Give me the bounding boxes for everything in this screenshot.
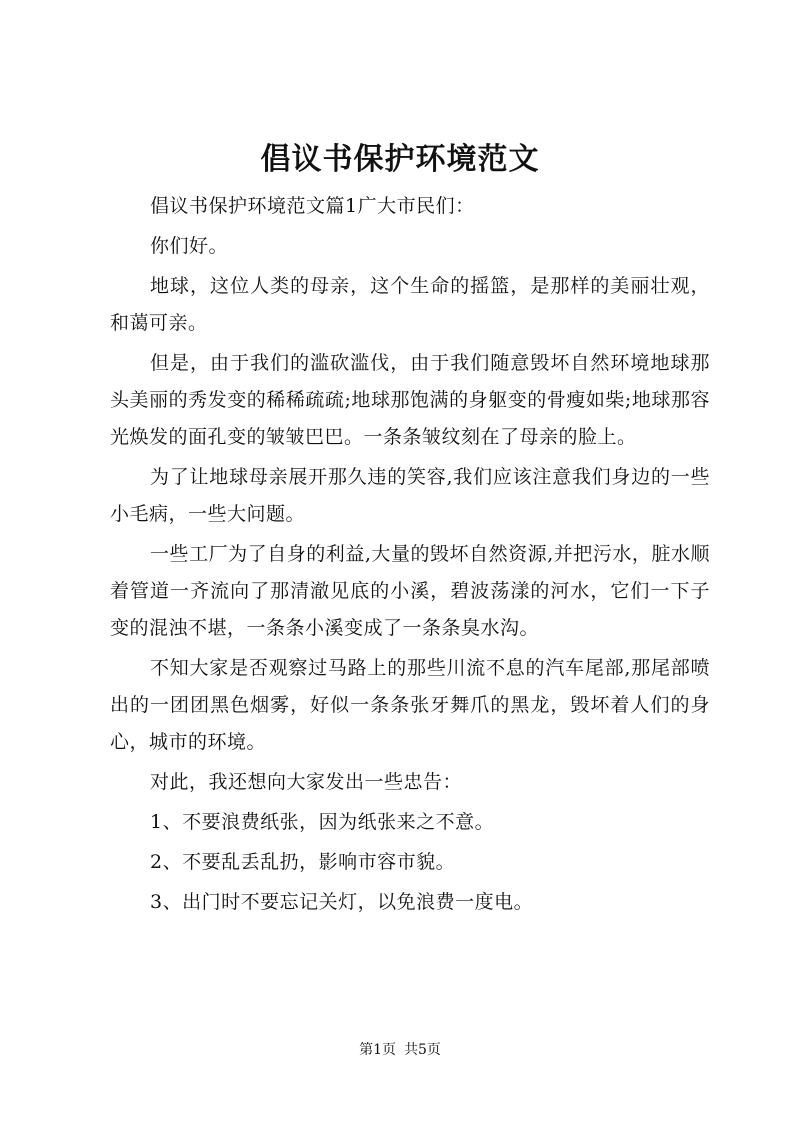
paragraph: 地球，这位人类的母亲，这个生命的摇篮，是那样的美丽壮观，和蔼可亲。 [110,275,710,334]
paragraph: 但是，由于我们的滥砍滥伐，由于我们随意毁坏自然环境地球那头美丽的秀发变的稀稀疏疏;地球那饱满的身躯变的骨瘦如柴;地球那容光焕发的面孔变的皱皱巴巴。一条条皱纹刻在了母亲的脸上。 [110,352,710,448]
page-total: 共5页 [404,1042,441,1058]
page-footer [0,1040,800,1060]
paragraph: 一些工厂为了自身的利益,大量的毁坏自然资源,并把污水，脏水顺着管道一齐流向了那清澈见底的小溪，碧波荡漾的河水，它们一下子变的混浊不堪，一条条小溪变成了一条条臭水沟。 [110,543,710,639]
paragraph: 不知大家是否观察过马路上的那些川流不息的汽车尾部,那尾部喷出的一团团黑色烟雾，好似一条条张牙舞爪的黑龙，毁坏着人们的身心，城市的环境。 [110,657,710,753]
document-body [110,188,710,924]
document-title: 倡议书保护环境范文 [260,142,540,177]
paragraph-greeting: 你们好。 [150,235,229,257]
list-item: 2、不要乱丢乱扔，影响市容市貌。 [150,851,456,873]
list-item: 1、不要浪费纸张，因为纸张来之不意。 [150,811,495,833]
paragraph: 对此，我还想向大家发出一些忠告： [150,771,463,793]
paragraph: 为了让地球母亲展开那久违的笑容,我们应该注意我们身边的一些小毛病，一些大问题。 [110,466,710,525]
page-number: 第1页 [359,1042,396,1058]
list-item: 3、出门时不要忘记关灯，以免浪费一度电。 [150,891,534,913]
paragraph-salutation: 倡议书保护环境范文篇1广大市民们： [150,195,475,217]
